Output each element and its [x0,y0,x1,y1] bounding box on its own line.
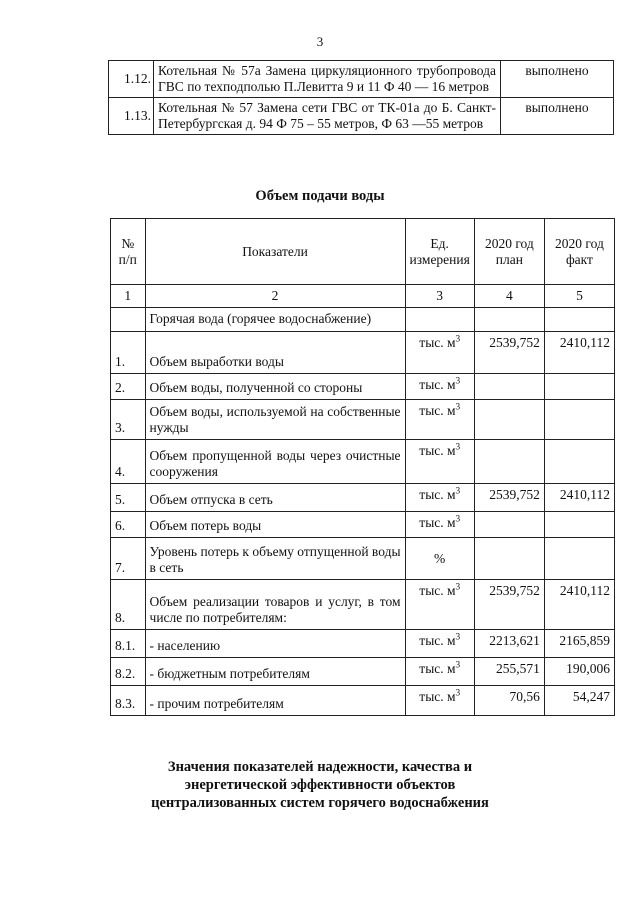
row-number: 1. [111,332,146,374]
row-fact: 2410,112 [544,332,614,374]
row-number: 2. [111,374,146,400]
row-unit [405,538,474,580]
unit-text: тыс. м [419,377,456,392]
table-row [111,332,615,374]
unit-text: тыс. м [419,443,456,458]
row-plan [474,400,544,440]
row-fact [544,512,614,538]
table-row [111,630,615,658]
row-number: 1.13. [109,98,154,135]
row-indicator: Объем отпуска в сеть [145,484,405,512]
row-indicator: - бюджетным потребителям [145,658,405,686]
row-fact [544,538,614,580]
row-fact: 2410,112 [544,484,614,512]
row-number: 7. [111,538,146,580]
row-unit [405,374,474,400]
unit-superscript: 3 [455,333,461,344]
row-unit [405,580,474,630]
row-number: 1.12. [109,61,154,98]
row-plan: 2539,752 [474,580,544,630]
works-table [108,60,614,135]
row-plan [474,512,544,538]
row-indicator: Объем выработки воды [145,332,405,374]
unit-superscript: 3 [455,441,461,452]
unit-text: тыс. м [419,633,456,648]
table-row [111,512,615,538]
bottom-heading: Значения показателей надежности, качества и энергетической эффективности объектов централизованных систем горячего водоснабжения [151,759,489,811]
unit-superscript: 3 [455,513,461,524]
row-unit [405,686,474,716]
unit-superscript: 3 [455,687,461,698]
row-plan [474,440,544,484]
unit-superscript: 3 [455,581,461,592]
header-fact: 2020 год факт [544,219,614,285]
table-row [111,580,615,630]
row-number: 8.3. [111,686,146,716]
row-indicator: Объем воды, используемой на собственные нужды [145,400,405,440]
row-fact [544,440,614,484]
unit-text: тыс. м [419,487,456,502]
row-plan: 70,56 [474,686,544,716]
table-row [111,400,615,440]
index-cell: 3 [405,285,474,308]
table-row [111,658,615,686]
row-plan [474,374,544,400]
row-fact: 54,247 [544,686,614,716]
header-row [111,219,615,285]
index-row [111,285,615,308]
index-cell: 1 [111,285,146,308]
table-row [111,686,615,716]
row-indicator: - населению [145,630,405,658]
unit-superscript: 3 [455,485,461,496]
row-plan [474,538,544,580]
row-plan: 2213,621 [474,630,544,658]
table-row [109,98,614,135]
row-unit [405,630,474,658]
row-status: выполнено [501,61,614,98]
row-unit [405,400,474,440]
row-number: 4. [111,440,146,484]
row-fact [544,374,614,400]
unit-superscript: 3 [455,631,461,642]
row-indicator: Объем воды, полученной со стороны [145,374,405,400]
section-heading: Объем подачи воды [255,188,385,204]
unit-superscript: 3 [455,401,461,412]
unit-text: тыс. м [419,335,456,350]
unit-text: тыс. м [419,403,456,418]
header-indicator: Показатели [145,219,405,285]
header-plan: 2020 год план [474,219,544,285]
row-indicator: Объем реализации товаров и услуг, в том числе по потребителям: [145,580,405,630]
row-fact [544,400,614,440]
row-fact: 190,006 [544,658,614,686]
row-plan: 2539,752 [474,332,544,374]
table-row [109,61,614,98]
unit-superscript: 3 [455,659,461,670]
row-plan: 2539,752 [474,484,544,512]
page-number: 3 [316,34,324,49]
row-description: Котельная № 57а Замена циркуляционного трубопровода ГВС по техподполью П.Левитта 9 и 11 Ф 40 — 16 метров [154,61,501,98]
unit-text: тыс. м [419,689,456,704]
unit-text: % [434,550,446,566]
row-number: 3. [111,400,146,440]
section-row [111,308,615,332]
row-plan: 255,571 [474,658,544,686]
row-unit [405,484,474,512]
row-fact: 2410,112 [544,580,614,630]
row-indicator: Объем потерь воды [145,512,405,538]
row-number: 5. [111,484,146,512]
row-indicator: - прочим потребителям [145,686,405,716]
row-indicator: Уровень потерь к объему отпущенной воды в сеть [145,538,405,580]
index-cell: 2 [145,285,405,308]
row-unit [405,512,474,538]
unit-text: тыс. м [419,661,456,676]
row-number: 8.2. [111,658,146,686]
index-cell: 4 [474,285,544,308]
unit-superscript: 3 [455,375,461,386]
row-indicator: Объем пропущенной воды через очистные сооружения [145,440,405,484]
header-num: № п/п [111,219,146,285]
header-unit: Ед. измерения [405,219,474,285]
table-row [111,484,615,512]
table-row [111,440,615,484]
row-status: выполнено [501,98,614,135]
unit-text: тыс. м [419,515,456,530]
row-number: 8.1. [111,630,146,658]
unit-text: тыс. м [419,583,456,598]
table-row [111,538,615,580]
row-description: Котельная № 57 Замена сети ГВС от ТК-01а до Б. Санкт- Петербургская д. 94 Ф 75 – 55 метров, Ф 63 —55 метров [154,98,501,135]
index-cell: 5 [544,285,614,308]
table-row [111,374,615,400]
row-unit [405,440,474,484]
row-number: 6. [111,512,146,538]
row-unit [405,332,474,374]
row-fact: 2165,859 [544,630,614,658]
row-number: 8. [111,580,146,630]
section-title: Горячая вода (горячее водоснабжение) [145,308,405,332]
row-unit [405,658,474,686]
water-supply-table [110,218,615,716]
